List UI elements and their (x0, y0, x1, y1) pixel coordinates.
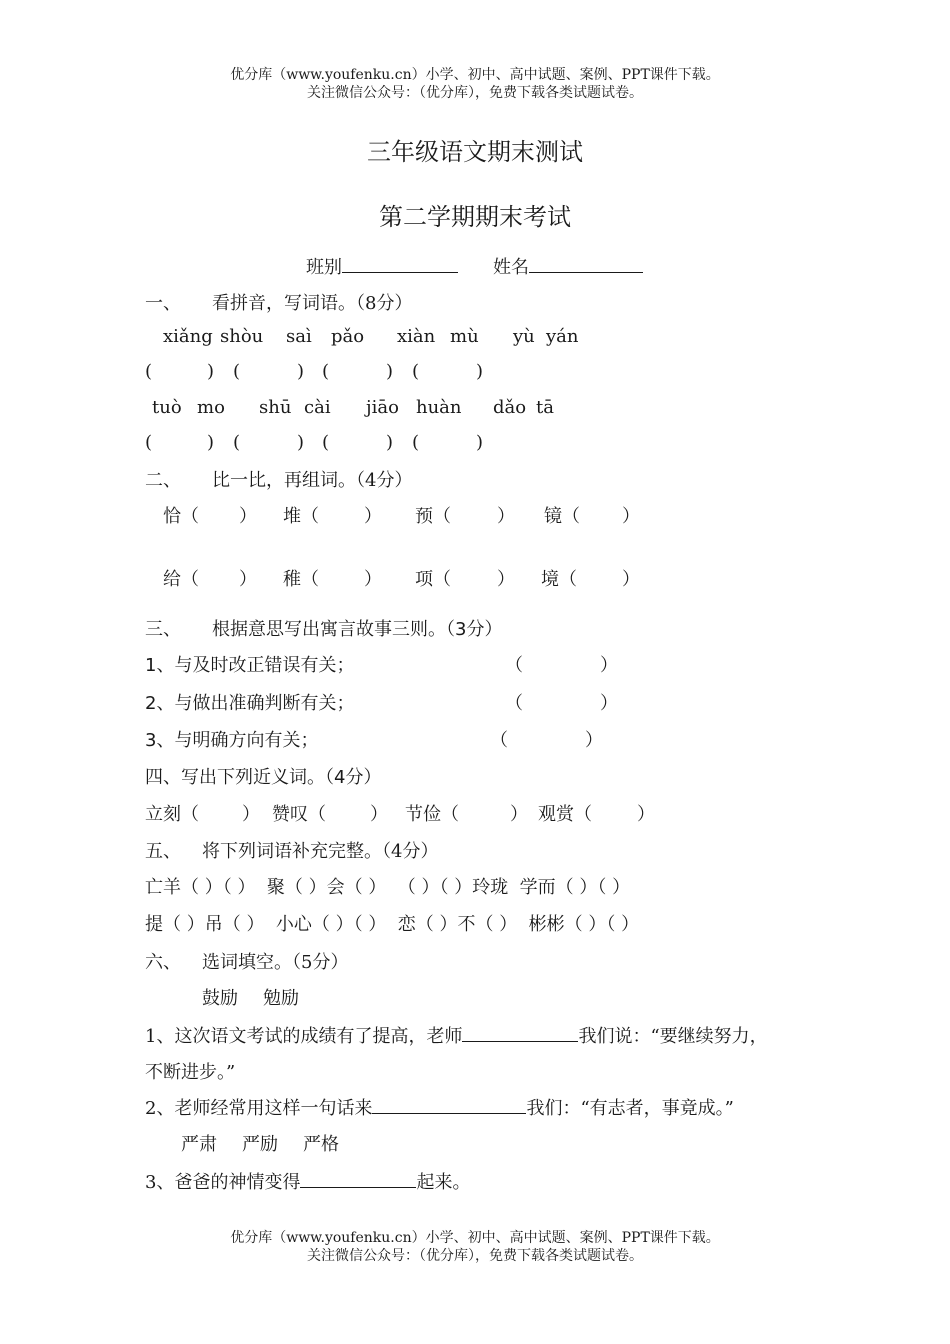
pinyin: saì (286, 326, 312, 347)
q6-s3-part2: 起来。 (416, 1172, 471, 1193)
pinyin: cài (304, 397, 331, 418)
paren-close: ) (297, 361, 305, 382)
q2-close: ） (239, 506, 257, 527)
q6-s1-line-2: 不断进步。” (145, 1062, 236, 1083)
q5-row-1: 亡羊（ ）（ ） 聚（ ）会（ ） （ ）（ ）玲珑 学而（ ）（ ） (145, 877, 631, 898)
paren-close: ) (207, 432, 215, 453)
q2-close: ） (497, 569, 515, 590)
q6-s2-part1: 2、老师经常用这样一句话来 (145, 1098, 373, 1119)
q4-close: ） (637, 804, 655, 825)
class-blank[interactable] (342, 254, 458, 273)
q3-close: ） (585, 730, 603, 751)
q6-s1-blank[interactable] (462, 1023, 578, 1042)
paren-open: ( (412, 361, 420, 382)
q1-number: 一、 (145, 293, 181, 314)
paren-close: ) (207, 361, 215, 382)
header-line-1: 优分库（www.youfenku.cn）小学、初中、高中试题、案例、PPT课件下载。 (230, 67, 720, 83)
q3-number: 三、 (145, 619, 181, 640)
q2-close: ） (622, 569, 640, 590)
pinyin: xiǎng (163, 326, 213, 347)
pinyin: mo (197, 397, 225, 418)
pinyin: shòu (220, 326, 264, 347)
q6-s3-blank[interactable] (300, 1169, 416, 1188)
q5-number: 五、 (145, 841, 181, 862)
q3-open: （ (505, 693, 523, 714)
footer-line-2: 关注微信公众号：（优分库），免费下载各类试题试卷。 (307, 1248, 643, 1264)
pinyin: pǎo (331, 326, 365, 347)
paren-open: ( (233, 432, 241, 453)
q2-title: 比一比，再组词。（4分） (212, 470, 413, 491)
q2-close: ） (364, 569, 382, 590)
q1-title: 看拼音，写词语。（8分） (212, 293, 413, 314)
q6-sentence-2 (145, 1094, 734, 1120)
q2-char: 给（ (163, 569, 199, 590)
pinyin: xiàn (397, 326, 436, 347)
paren-open: ( (145, 361, 153, 382)
q2-number: 二、 (145, 470, 181, 491)
name-field (493, 253, 643, 279)
q6-number: 六、 (145, 952, 181, 973)
q4-close: ） (510, 804, 528, 825)
pinyin: dǎo (493, 397, 527, 418)
q6-sentence-1 (145, 1022, 768, 1048)
pinyin: shū (259, 397, 292, 418)
q3-close: ） (600, 655, 618, 676)
q4-close: ） (370, 804, 388, 825)
q4-word: 赞叹（ (272, 804, 326, 825)
paren-close: ) (386, 432, 394, 453)
pinyin: yù (513, 326, 535, 347)
pinyin: mù (450, 326, 479, 347)
q2-close: ） (364, 506, 382, 527)
paren-close: ) (476, 432, 484, 453)
q2-char: 预（ (415, 506, 451, 527)
pinyin: yán (546, 326, 579, 347)
q6-s2-blank[interactable] (372, 1095, 526, 1114)
paren-open: ( (322, 432, 330, 453)
paren-open: ( (412, 432, 420, 453)
paren-close: ) (386, 361, 394, 382)
page-subtitle: 第二学期期末考试 (379, 203, 571, 231)
q2-close: ） (622, 506, 640, 527)
q6-word-option: 鼓励 (202, 988, 238, 1009)
q4-word: 节俭（ (405, 804, 459, 825)
header-line-2: 关注微信公众号：（优分库），免费下载各类试题试卷。 (307, 85, 643, 101)
q3-open: （ (490, 730, 508, 751)
pinyin: tā (536, 397, 554, 418)
paren-open: ( (233, 361, 241, 382)
pinyin: tuò (152, 397, 182, 418)
q6-s1-part1: 1、这次语文考试的成绩有了提高，老师 (145, 1026, 463, 1047)
q3-item-3: 3、与明确方向有关； (145, 730, 319, 751)
q4-word: 立刻（ (145, 804, 199, 825)
q3-item-2: 2、与做出准确判断有关； (145, 693, 355, 714)
footer-line-1: 优分库（www.youfenku.cn）小学、初中、高中试题、案例、PPT课件下载。 (230, 1230, 720, 1246)
q3-open: （ (505, 655, 523, 676)
q3-item-1: 1、与及时改正错误有关； (145, 655, 355, 676)
q4-title: 四、写出下列近义词。（4分） (145, 767, 382, 788)
q2-close: ） (239, 569, 257, 590)
q3-close: ） (600, 693, 618, 714)
q3-title: 根据意思写出寓言故事三则。（3分） (212, 619, 503, 640)
q4-close: ） (242, 804, 260, 825)
paren-close: ) (297, 432, 305, 453)
class-field (306, 253, 458, 279)
q2-char: 稚（ (283, 569, 319, 590)
q6-word-option: 严肃 (181, 1134, 217, 1155)
name-blank[interactable] (529, 254, 643, 273)
q6-word-option: 严格 (303, 1134, 339, 1155)
q5-row-2: 提（ ）吊（ ） 小心（ ）（ ） 恋（ ）不（ ） 彬彬（ ）（ ） (145, 914, 640, 935)
pinyin: jiāo (366, 397, 399, 418)
name-label: 姓名 (493, 257, 529, 278)
pinyin: huàn (416, 397, 462, 418)
class-label: 班别 (306, 257, 342, 278)
q2-char: 恰（ (163, 506, 199, 527)
q6-s2-part2: 我们：“有志者，事竟成。” (526, 1098, 734, 1119)
q6-word-option: 勉励 (263, 988, 299, 1009)
paren-open: ( (145, 432, 153, 453)
q2-char: 堆（ (283, 506, 319, 527)
q4-word: 观赏（ (538, 804, 592, 825)
q2-char: 项（ (415, 569, 451, 590)
q6-title: 选词填空。（5分） (202, 952, 349, 973)
q5-title: 将下列词语补充完整。（4分） (202, 841, 439, 862)
paren-close: ) (476, 361, 484, 382)
q6-sentence-3 (145, 1168, 470, 1194)
q2-close: ） (497, 506, 515, 527)
q2-char: 境（ (541, 569, 577, 590)
page-title: 三年级语文期末测试 (367, 138, 583, 166)
q6-s1-part2: 我们说：“要继续努力， (578, 1026, 768, 1047)
q6-s3-part1: 3、爸爸的神情变得 (145, 1172, 301, 1193)
paren-open: ( (322, 361, 330, 382)
q6-word-option: 严励 (242, 1134, 278, 1155)
q2-char: 镜（ (544, 506, 580, 527)
